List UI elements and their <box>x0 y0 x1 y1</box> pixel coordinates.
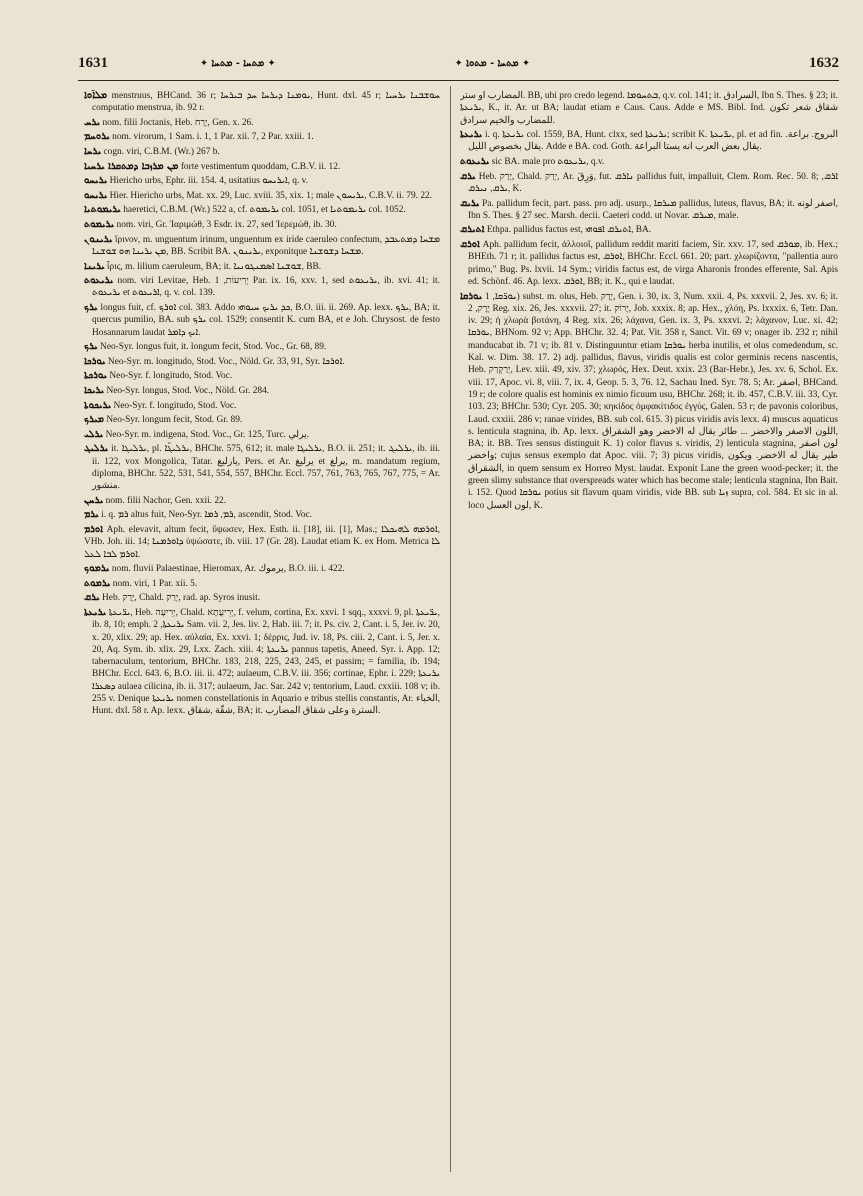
dictionary-entry <box>84 607 440 718</box>
entry-definition: Hier. Hiericho urbs, Mat. xx. 29, Luc. xviii. 35, xix. 1; male ܝܪܝܚܘܢ, C.B.V. ii. 79. 22. <box>109 190 433 201</box>
dictionary-entry <box>84 592 440 604</box>
entry-definition: it. ܝܪܠܝܓܐ, pl. ܝܪܠܝܓ̈ܐ, BHChr. 575, 612; it. male ܝܪܠܝܓܐ, B.O. ii. 251; it. ܝܪܠܝܓ, ib. iii. ii. 122, vox Mongolica, Tatar. يارليغ, Pers. et Ar. يرليغ et يرلغ, m. mandatum regium, diploma, BHChr. 522, 531, 541, 554, 557, BHChr. Eccl. 757, 761, 763, 765, 767, 775, = Ar. منشور. <box>92 444 440 492</box>
entry-definition: Aph. pallidum fecit, ἀλλοιοῖ, pallidum reddit mariti faciem, Sir. xxv. 17, sed ܡܘܪܩ, ib. Hex.; BHEth. 71 r; it. pallidus factus est, ܐܘܪܩ, BHChr. Eccl. 661. 20; part. χλωρίζοντα, "pallentia auro primo," Bug. Ps. lxvii. 14 Sym.; viridis factus est, de virga Aharonis frondes efferente, Sal. Apis ed. Schönf. 46. Ap. lexx. ܐܘܪܩ, BB; it. K., qui e laudat. <box>468 240 838 287</box>
right-page-number: 1632 <box>809 54 839 71</box>
entry-headword: ܡܢ ܡܪܙܒܐ ܕܡܬܩܪܐ ܝܪܚܝܐ <box>84 160 179 172</box>
entry-headword: ܡܠܐ̈ܘܐ <box>84 90 108 101</box>
dictionary-entry <box>460 156 838 168</box>
entry-definition: nom. viri, Gr. Ἰαριμώθ, 3 Esdr. ix. 27, sed Ἱερεμώθ, ib. 30. <box>116 220 337 231</box>
entry-headword: ܝܪܠܝ <box>84 428 104 440</box>
entry-definition: Heb. יָרַק, Chald. יְרַק, Ar. وَرِقَ, fut. ܢܐܪܩ pallidus fuit, impalluit, Clem. Rom. Rec. 50. 8; ܐܪܩ, ܝܪܩ, ܢܝܪܩ, K. <box>468 171 838 194</box>
entry-headword: ܐܘܪܩ <box>460 239 480 251</box>
entry-definition: ܝܘܪ̈ܩܐ, 1) subst. m. olus, Heb. יָרָק, Gen. i. 30, ix. 3, Num. xxii. 4, Ps. xxxvii. 2, Jes. xv. 6; it. יֶרֶק, 2 Reg. xix. 26, Jes. xxxvii. 27; it. יָרוֹק, Job. xxxix. 8; ap. Hex., χλόη, Ps. lxxxix. 6, Tetr. Dan. iv. 29; ἡ χλωρὰ βοτάνη, 4 Reg. xix. 26; λάχανα, Gen. ix. 3, Ps. xxxvi. 2; λάχανον, Luc. xi. 42; ܝܘܪܩܐ, BHNom. 92 v; App. BHChr. 32. 4; Pat. Vit. 358 r, Sanct. Vit. 69 v; onager ib. 232 r; nihil manducabat ib. 71 v; ib. 81 v. Distinguuntur etiam ܝܘܪܩܐ herba inutilis, et olus comedendum, sc. Kal. w. Dim. 38. 17. 2) adj. pallidus, flavus, viridis qualis est color germinis recens nascentis, Heb. יְרַקְרַק, Lev. xiii. 49, xiv. 37; χλωρός, Hex. Deut. xxix. 23 (Bar-Hebr.), Jes. xv. 6, Schol. Ex. viii. 17, Apoc. vi. 8, viii. 7, ix. 4, Geop. 5. 3, 76. 12, Sachau Ined. Syr. 78. 5; Ar. اصفر, BHCand. 19 r; de colore qualis est hominis ex nimio ficuum usu, BHChr. 268; it. ib. 457, C.B.V. iii. 33, Cyr. 103. 23; BHChr. 530; Cyr. 205. 30; κηκίδος ὀμφακίτιδος ἐγγύς, Galen. 53 r; de pavonis coloribus, Laud. cxxiii. 286 v; ranae virides, BB. sub col. 615. 3) picus viridis avis lexx. 4) muscus aquaticus s. lenticula stagnina, ib. Ap. lexx. اللون الاصفر والاخضر ... طائر يقال له الاخضر وهو الشقراق, BA; it. BB. Tres sensus distinguit K. 1) color flavus s. viridis, 2) lenticula stagnina, لون اصفر واخضر; cujus sensus exemplo dat Apoc. viii. 7; 3) picus viridis, طير يقال له الاخضر. ويكون الشقراق, in quem sensum ex Horreo Myst. laudat. Exponit Lane the green wood-pecker; it. the green slimy substance that overspreads water which has become stale; lenticula stagnina, Ibn Bait. i. 152. Quod ܝܘܪܩܐ potius sit flavum quam viridis, vide BB. sub ܙܝܐ supra, col. 584. Et sic in al. loco لون العسل, K. <box>468 291 838 511</box>
entry-headword: ܝܪܠܝܓ <box>84 443 109 455</box>
dictionary-entry <box>84 429 440 441</box>
right-column <box>460 90 838 1174</box>
entry-definition: nom. filii Joctanis, Heb. יֶרַח, Gen. x. 26. <box>102 117 254 128</box>
entry-headword: ܝܪܩ <box>84 592 100 604</box>
entry-definition: menstruus, BHCand. 36 r; ܝܘܡܢܐ ܕܝܪܚܐ ܚܕ ܒܝܪܚܐ, Hunt. dxl. 45 r; ܚܘܫܒܢܐ ܝܪܚܝܐ computatio menstrua, ib. 92 r. <box>92 91 440 114</box>
entry-definition: i. q. ܪܡ altus fuit, Neo-Syr. ܪܡ, ܪܡܐ, ascendit, Stod. Voc. <box>101 510 313 521</box>
entry-definition: Neo-Syr. f. longitudo, Stod. Voc. <box>113 400 237 411</box>
entry-definition: sic BA. male pro ܝܪܝܥܘܬ, q.v. <box>491 157 605 168</box>
dictionary-entry <box>84 90 440 115</box>
dictionary-entry <box>84 131 440 143</box>
dictionary-entry <box>84 161 440 173</box>
entry-headword: ܝܪܝܥܬܐ <box>460 129 483 141</box>
dictionary-entry <box>84 204 440 216</box>
entry-headword: ܝܘܪܟܐ <box>84 355 106 367</box>
dictionary-entry <box>84 400 440 412</box>
entry-definition: ἶρις, m. lilium caeruleum, BA; it. ܫܘܫܢܐ ܐܣܡܢܓܘܢܝܐ, BB. <box>107 261 322 272</box>
entry-definition: nom. virorum, 1 Sam. i. 1, 1 Par. xii. 7, 2 Par. xxiii. 1. <box>112 132 314 143</box>
dictionary-entry <box>84 261 440 273</box>
entry-definition: Aph. elevavit, altum fecit, ὕψωσεν, Hex. Esth. ii. [18], iii. [1], Mas.; ܐܘܪܡܗ ܠܗܝܟܠܐ, VHb. Joh. iii. 14; ܕܐܘܪܡܢܐ ὑψώσατε, ib. viii. 17 (Gr. 28). Laudat etiam K. ex Hom. Metrica ܠܐ ܐܘܪܡ ܠܒܐ ܠܥܠ. <box>84 525 440 560</box>
entry-definition: المضارب او ستر. BB, ubi pro credo legend. ܒܬܚܘܡܐ, q.v. col. 141; it. السرادق, Ibn S. Thes. § 23; it. ܝܪܝܥܬܐ, K., it. Ar. ut BA; laudat etiam e Caus. Caus. Adde e MS. Bibl. Ind. شقاق شعر تكون للمضارب والخيم سرادق. <box>460 91 838 126</box>
dictionary-entry <box>460 171 838 196</box>
dictionary-entry <box>84 563 440 575</box>
entry-headword: ܡܝܪܟ <box>84 414 104 426</box>
entry-definition: Ethpa. pallidus factus est, ܐܬܝܪܩ ܐܦܘܗܝ, BA. <box>486 225 652 236</box>
entry-headword: ܝܪܟ <box>84 302 98 314</box>
entry-definition: haeretici, C.B.M. (Wr.) 522 a, cf. ܝܪܝܡܘܬ col. 1051, et ܝܪܝܡܘܬܝܐ col. 1052. <box>123 205 406 216</box>
dictionary-entry <box>84 341 440 353</box>
entry-definition: ἴρινον, m. unguentum irinum, unguentum ex iride caeruleo confectum, ܡܫܚܐ ܕܡܬܥܒܕ ܡܢ ܝܪܝܢܐ ܗܘ ܫܘܫܢܐ, BB. Scribit BA. ܝܪܝܢܘܢ, exponitque ܡܫܚܐ ܕܫܘܫܢܐ. <box>92 234 440 257</box>
entry-headword: ܝܪܝܚܘ <box>84 189 108 201</box>
dictionary-entry <box>84 146 440 158</box>
entry-definition: nom. filii Nachor, Gen. xxii. 22. <box>105 495 227 506</box>
entry-definition: Neo-Syr. m. indigena, Stod. Voc., Gr. 125, Turc. يرلي. <box>105 429 310 440</box>
dictionary-entry <box>84 509 440 521</box>
dictionary-entry <box>84 219 440 231</box>
column-divider <box>450 86 451 1172</box>
entry-headword: ܝܪܡܘܬ <box>84 577 111 589</box>
entry-definition: nom. viri Levitae, Heb. יְרִיעוֹת, 1 Par. ix. 16, xxv. 1, sed ܝܪܝܥܘܬ, ib. xvi. 41; it. ܝܪܝܥܘܬ et ܐܪܝܥܘܬ, q. v. col. 139. <box>92 276 440 299</box>
left-running-title: ✦ ܡܬܚܐ - ܡܬܚܐ ✦ <box>200 57 276 69</box>
entry-headword: ܝܪܝܥܬܐ <box>84 607 107 618</box>
entry-definition: nom. viri, 1 Par. xii. 5. <box>112 578 198 589</box>
dictionary-entry <box>84 117 440 129</box>
dictionary-entry <box>84 370 440 382</box>
dictionary-entry <box>460 90 838 127</box>
entry-headword: ܐܘܪܡ <box>84 524 103 536</box>
left-page-number: 1631 <box>78 54 108 71</box>
entry-definition: Pa. pallidum fecit, part. pass. pro adj. usurp., ܡܝܪܩܐ pallidus, luteus, flavus, BA; it. اصفر لونه, Ibn S. Thes. § 27 sec. Marsh. decii. Caeteri codd. ut Novar. ܡܝܪܩ, male. <box>468 198 838 221</box>
entry-headword: ܝܪܚ <box>84 116 101 128</box>
entry-definition: ܝܪ̈ܝܥܬܐ, Heb. יְרִיעָה, Chald. יְרִיעֲתָא, f. velum, cortina, Ex. xxvi. 1 sqq., xxxvi. 9, pl. ܝܪ̈ܝܥܬܐ, ib. 8, 10; emph. ܝܪܝܥܬܐ, 2 Sam. vii. 2, Jes. liv. 2, Hab. iii. 7; it. Ps. civ. 2, Cant. i. 5, Jer. iv. 20, x. 20, xlix. 29; ap. Hex. αὐλαία, Ex. xxvi. 1; δέρρις, Jud. iv. 18, Ps. ciii. 2, Cant. i. 5, Jer. x. 20, Aq. Sym. ib. xlix. 29, Lxx. Zach. xiii. 4; ܝܪܝܥܬܐ pannus tapetis, Aneed. Syr. i. App. 12; tabernaculum, tentorium, BHChr. 183, 218, 225, 243, 245, et passim; = familia, ib. 194; BHChr. Eccl. 643. 6, B.O. iii. ii. 472; aulaeum, C.B.V. iii. 356; cortinae, Ephr. i. 229; ܝܪܝܥܬܐ ܕܣܥܪܐ aulaea cilicina, ib. ii. 317; aulaeum, Jac. Sar. 242 v; tentorium, Laud. cxxiii. 108 v; ib. 255 v. Denique ܝܪܝܥܬܐ nomen constellationis in Aquario e tribus stellis constantis, Ar. الخباء, Hunt. dxl. 58 r. Ap. lexx. شقّة ,شقاق, BA; it. السترة وعلى شقاق المضارب. <box>92 608 440 717</box>
entry-definition: Neo-Syr. longus fuit, it. longum fecit, Stod. Voc., Gr. 68, 89. <box>100 342 327 353</box>
dictionary-entry <box>84 275 440 300</box>
dictionary-entry <box>460 224 838 236</box>
dictionary-entry <box>84 443 440 492</box>
entry-headword: ܝܪܘܚܡ <box>84 131 110 143</box>
dictionary-entry <box>84 356 440 368</box>
entry-headword: ܝܪܚܢ <box>84 494 104 506</box>
entry-headword: ܝܪܡ <box>84 509 99 521</box>
entry-headword: ܝܪܝܡܘܬܝܐ <box>84 204 121 216</box>
dictionary-entry <box>84 385 440 397</box>
right-running-title: ✦ ܡܬܚܐ - ܡܬܘܐ ✦ <box>454 57 530 69</box>
dictionary-entry <box>84 190 440 202</box>
entry-headword: ܝܪܝܟܘܬܐ <box>84 399 112 411</box>
entry-definition: Neo-Syr. f. longitudo, Stod. Voc. <box>109 371 233 382</box>
entry-headword: ܝܪܝܢܐ <box>84 260 105 272</box>
dictionary-entry <box>460 239 838 288</box>
entry-headword: ܝܪܝܩ <box>460 197 480 209</box>
dictionary-entry <box>460 291 838 512</box>
entry-headword: ܐܬܝܪܩ <box>460 224 485 236</box>
entry-definition: Neo-Syr. longum fecit, Stod. Gr. 89. <box>106 415 243 426</box>
entry-headword: ܝܪܩ <box>460 170 476 182</box>
entry-definition: Hiericho urbs, Ephr. iii. 154. 4, usitatius ܐܝܪܝܚܘ, q. v. <box>109 176 309 187</box>
entry-definition: longus fuit, cf. ܐܘܪܟ col. 383. Addo ܟܕ ܝܪܝܟ ܚܝܘܗܝ, B.O. iii. ii. 269. Ap. lexx. ܝܪܟ, BA; it. quercus pumilio, BA. sub ܝܪܟ col. 1529; consentit K. cum BA, et e Joh. Chrysost. de festo Hosannarum laudat ܐܝܟ ܕܐܡܪ. <box>92 303 440 338</box>
entry-headword: ܝܘܪܟܬܐ <box>84 370 108 382</box>
left-column <box>84 90 440 1174</box>
entry-headword: ܝܪܚܐ <box>84 146 102 158</box>
entry-definition: cogn. viri, C.B.M. (Wr.) 267 b. <box>103 147 220 158</box>
entry-headword: ܝܪܝܡܘܬ <box>84 219 115 231</box>
dictionary-entry <box>84 495 440 507</box>
dictionary-entry <box>84 302 440 339</box>
entry-headword: ܝܪܟ <box>84 341 98 353</box>
entry-headword: ܝܘܪܩܐ <box>460 290 483 302</box>
dictionary-entry <box>84 524 440 561</box>
dictionary-entry <box>84 175 440 187</box>
dictionary-entry <box>84 234 440 259</box>
entry-headword: ܝܪܡܘܟ <box>84 563 110 575</box>
dictionary-entry <box>84 414 440 426</box>
entry-headword: ܝܪܝܥܘܬ <box>460 156 490 168</box>
entry-headword: ܝܪܝܢܘܢ <box>84 233 113 245</box>
entry-definition: Heb. יָרַק, Chald. יְרַק, rad. ap. Syros inusit. <box>102 593 261 604</box>
dictionary-entry <box>460 198 838 223</box>
entry-headword: ܝܪܝܚܘ <box>84 175 108 187</box>
entry-headword: ܝܪܝܟܐ <box>84 384 105 396</box>
entry-headword: ܝܪܝܥܘܬ <box>84 275 114 287</box>
header-rule <box>78 80 839 81</box>
entry-definition: forte vestimentum quoddam, C.B.V. ii. 12. <box>180 161 341 172</box>
dictionary-entry <box>84 578 440 590</box>
running-header <box>78 50 839 76</box>
entry-definition: nom. fluvii Palaestinae, Hieromax, Ar. يرموك, B.O. iii. i. 422. <box>111 564 345 575</box>
entry-definition: Neo-Syr. m. longitudo, Stod. Voc., Nöld. Gr. 33, 91, Syr. ܐܘܪܟܐ. <box>107 356 345 367</box>
entry-definition: Neo-Syr. longus, Stod. Voc., Nöld. Gr. 284. <box>106 385 270 396</box>
dictionary-entry <box>460 129 838 154</box>
entry-definition: i. q. ܝܪܝܥܬܐ col. 1559, BA, Hunt. clxx, sed ܝܪܝܥܬܐ; scribit K. ܝܪ̈ܝܥܬܐ, pl. et ad fin. البروج. براعة. يقال بخصوص الليل. Adde e BA. cod. Goth. يقال بعض العرب انه يستا البراعة. <box>468 130 838 153</box>
